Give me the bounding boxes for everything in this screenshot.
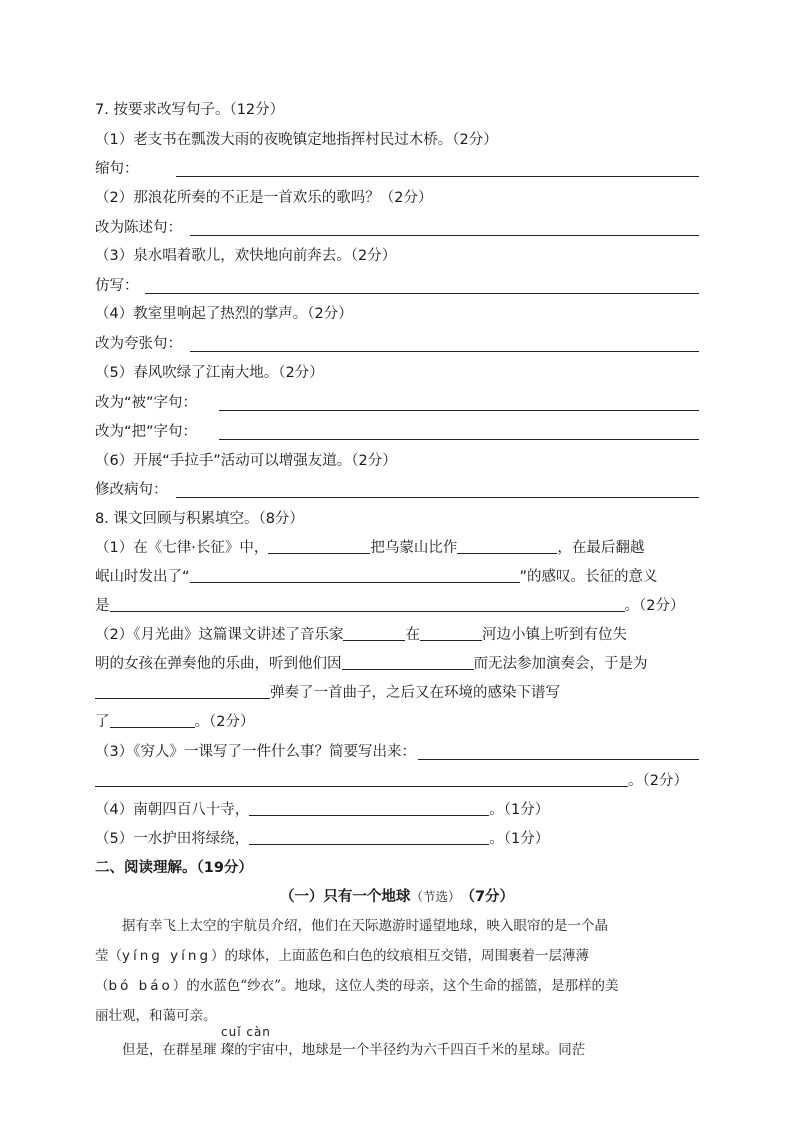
passage-line-3: （bó báo）的水蓝色“纱衣”。地球，这位人类的母亲，这个生命的摇篮，是那样的美: [95, 978, 619, 994]
reading-passage: [95, 912, 699, 1072]
q7-item-1-answer-row: 缩句：: [95, 161, 139, 177]
q8-s2-line2: 明的女孩在弹奏他的乐曲，听到他们因 而无法参加演奏会，于是为: [95, 650, 699, 678]
q7-item-3-prompt: （3）泉水唱着歌儿，欢快地向前奔去。（2分）: [95, 248, 397, 264]
q8-s1-blank-4[interactable]: [110, 593, 625, 612]
q8-s2-line4: 了 。（2分）: [95, 708, 699, 736]
q7-item-5-answer-row-a: 改为“被”字句：: [95, 395, 198, 411]
q7-answer-2-blank[interactable]: [190, 234, 699, 236]
pinyin-cuican: cuǐ càn: [221, 1025, 271, 1039]
q8-s2-blank-5[interactable]: [110, 709, 195, 728]
q8-s3-line1: （3）《穷人》一课写了一件什么事？简要写出来：: [95, 744, 416, 760]
q7-item-4-prompt: （4）教室里响起了热烈的掌声。（2分）: [95, 306, 353, 322]
q7-item-2-prompt: （2）那浪花所奏的不正是一首欢乐的歌吗？（2分）: [95, 190, 433, 206]
q7-answer-4-blank[interactable]: [190, 350, 699, 352]
q7-answer-1-blank[interactable]: [176, 175, 699, 177]
q8-s3-line2: 。（2分）: [95, 767, 699, 795]
q7-item-2-answer-row: 改为陈述句：: [95, 220, 182, 236]
q8-s2-blank-4[interactable]: [95, 680, 270, 699]
q8-s2-blank-1[interactable]: [343, 622, 405, 641]
q8-s3-blank-2[interactable]: [95, 768, 628, 787]
q7-item-3-answer-row: 仿写：: [95, 278, 139, 294]
q8-s2-line1: （2）《月光曲》这篇课文讲述了音乐家 在 河边小镇上听到有位失: [95, 621, 699, 649]
q7-item-6-prompt: （6）开展“手拉手”活动可以增强友道。（2分）: [95, 453, 397, 469]
q8-s3-blank-1[interactable]: [418, 758, 699, 760]
passage-line-5: 但是，在群星璀 璨的宇宙中，地球是一个半径约为六千四百千米的星球。同茫: [122, 1042, 586, 1058]
q8-s4-blank[interactable]: [249, 797, 489, 816]
q7-item-6-answer-row: 修改病句：: [95, 482, 168, 498]
q8-s5-blank[interactable]: [249, 826, 489, 845]
q7-item-4-answer-row: 改为夸张句：: [95, 336, 182, 352]
q8-title: 8. 课文回顾与积累填空。（8分）: [95, 511, 304, 527]
q7-title: 7. 按要求改写句子。（12分）: [95, 102, 285, 118]
passage-line-1: 据有幸飞上太空的宇航员介绍，他们在天际遨游时遥望地球，映入眼帘的是一个晶: [122, 918, 608, 934]
pinyin-yingying: yíng yíng: [122, 948, 212, 964]
passage-heading: （一）只有一个地球（节选）（7分）: [279, 889, 515, 905]
q7-item-1-prompt: （1）老支书在瓢泼大雨的夜晚镇定地指挥村民过木桥。（2分）: [95, 132, 498, 148]
passage-line-2: 莹（yíng yíng）的球体，上面蓝色和白色的纹痕相互交错，周围裹着一层薄薄: [95, 948, 590, 964]
q7-item-5-prompt: （5）春风吹绿了江南大地。（2分）: [95, 365, 324, 381]
q7-item-5-answer-row-b: 改为“把”字句：: [95, 424, 198, 440]
q8-s1-blank-3[interactable]: [190, 564, 520, 583]
section2-title: 二、阅读理解。（19分）: [95, 860, 253, 876]
q8-s1-blank-1[interactable]: [268, 535, 370, 554]
q8-s5-line: （5）一水护田将绿绕， 。（1分）: [95, 825, 699, 853]
q7-answer-5b-blank[interactable]: [219, 438, 699, 440]
q8-s1-line2: 岷山时发出了“ ”的感叹。长征的意义: [95, 563, 699, 591]
q8-s4-line: （4）南朝四百八十寺， 。（1分）: [95, 796, 699, 824]
q7-answer-6-blank[interactable]: [176, 496, 699, 498]
pinyin-bobao: bó báo: [108, 978, 173, 994]
q7-answer-5a-blank[interactable]: [219, 409, 699, 411]
passage-line-4: 丽壮观，和蔼可亲。: [95, 1008, 217, 1024]
q8-s1-line1: （1）在《七律·长征》中， 把乌蒙山比作 ，在最后翻越: [95, 534, 699, 562]
q8-s1-blank-2[interactable]: [457, 535, 557, 554]
q8-s2-line3: 弹奏了一首曲子，之后又在环境的感染下谱写: [95, 679, 699, 707]
q8-s2-blank-2[interactable]: [420, 622, 482, 641]
q8-s2-blank-3[interactable]: [342, 651, 474, 670]
q7-answer-3-blank[interactable]: [145, 292, 699, 294]
q8-s1-line3: 是 。（2分）: [95, 592, 699, 620]
